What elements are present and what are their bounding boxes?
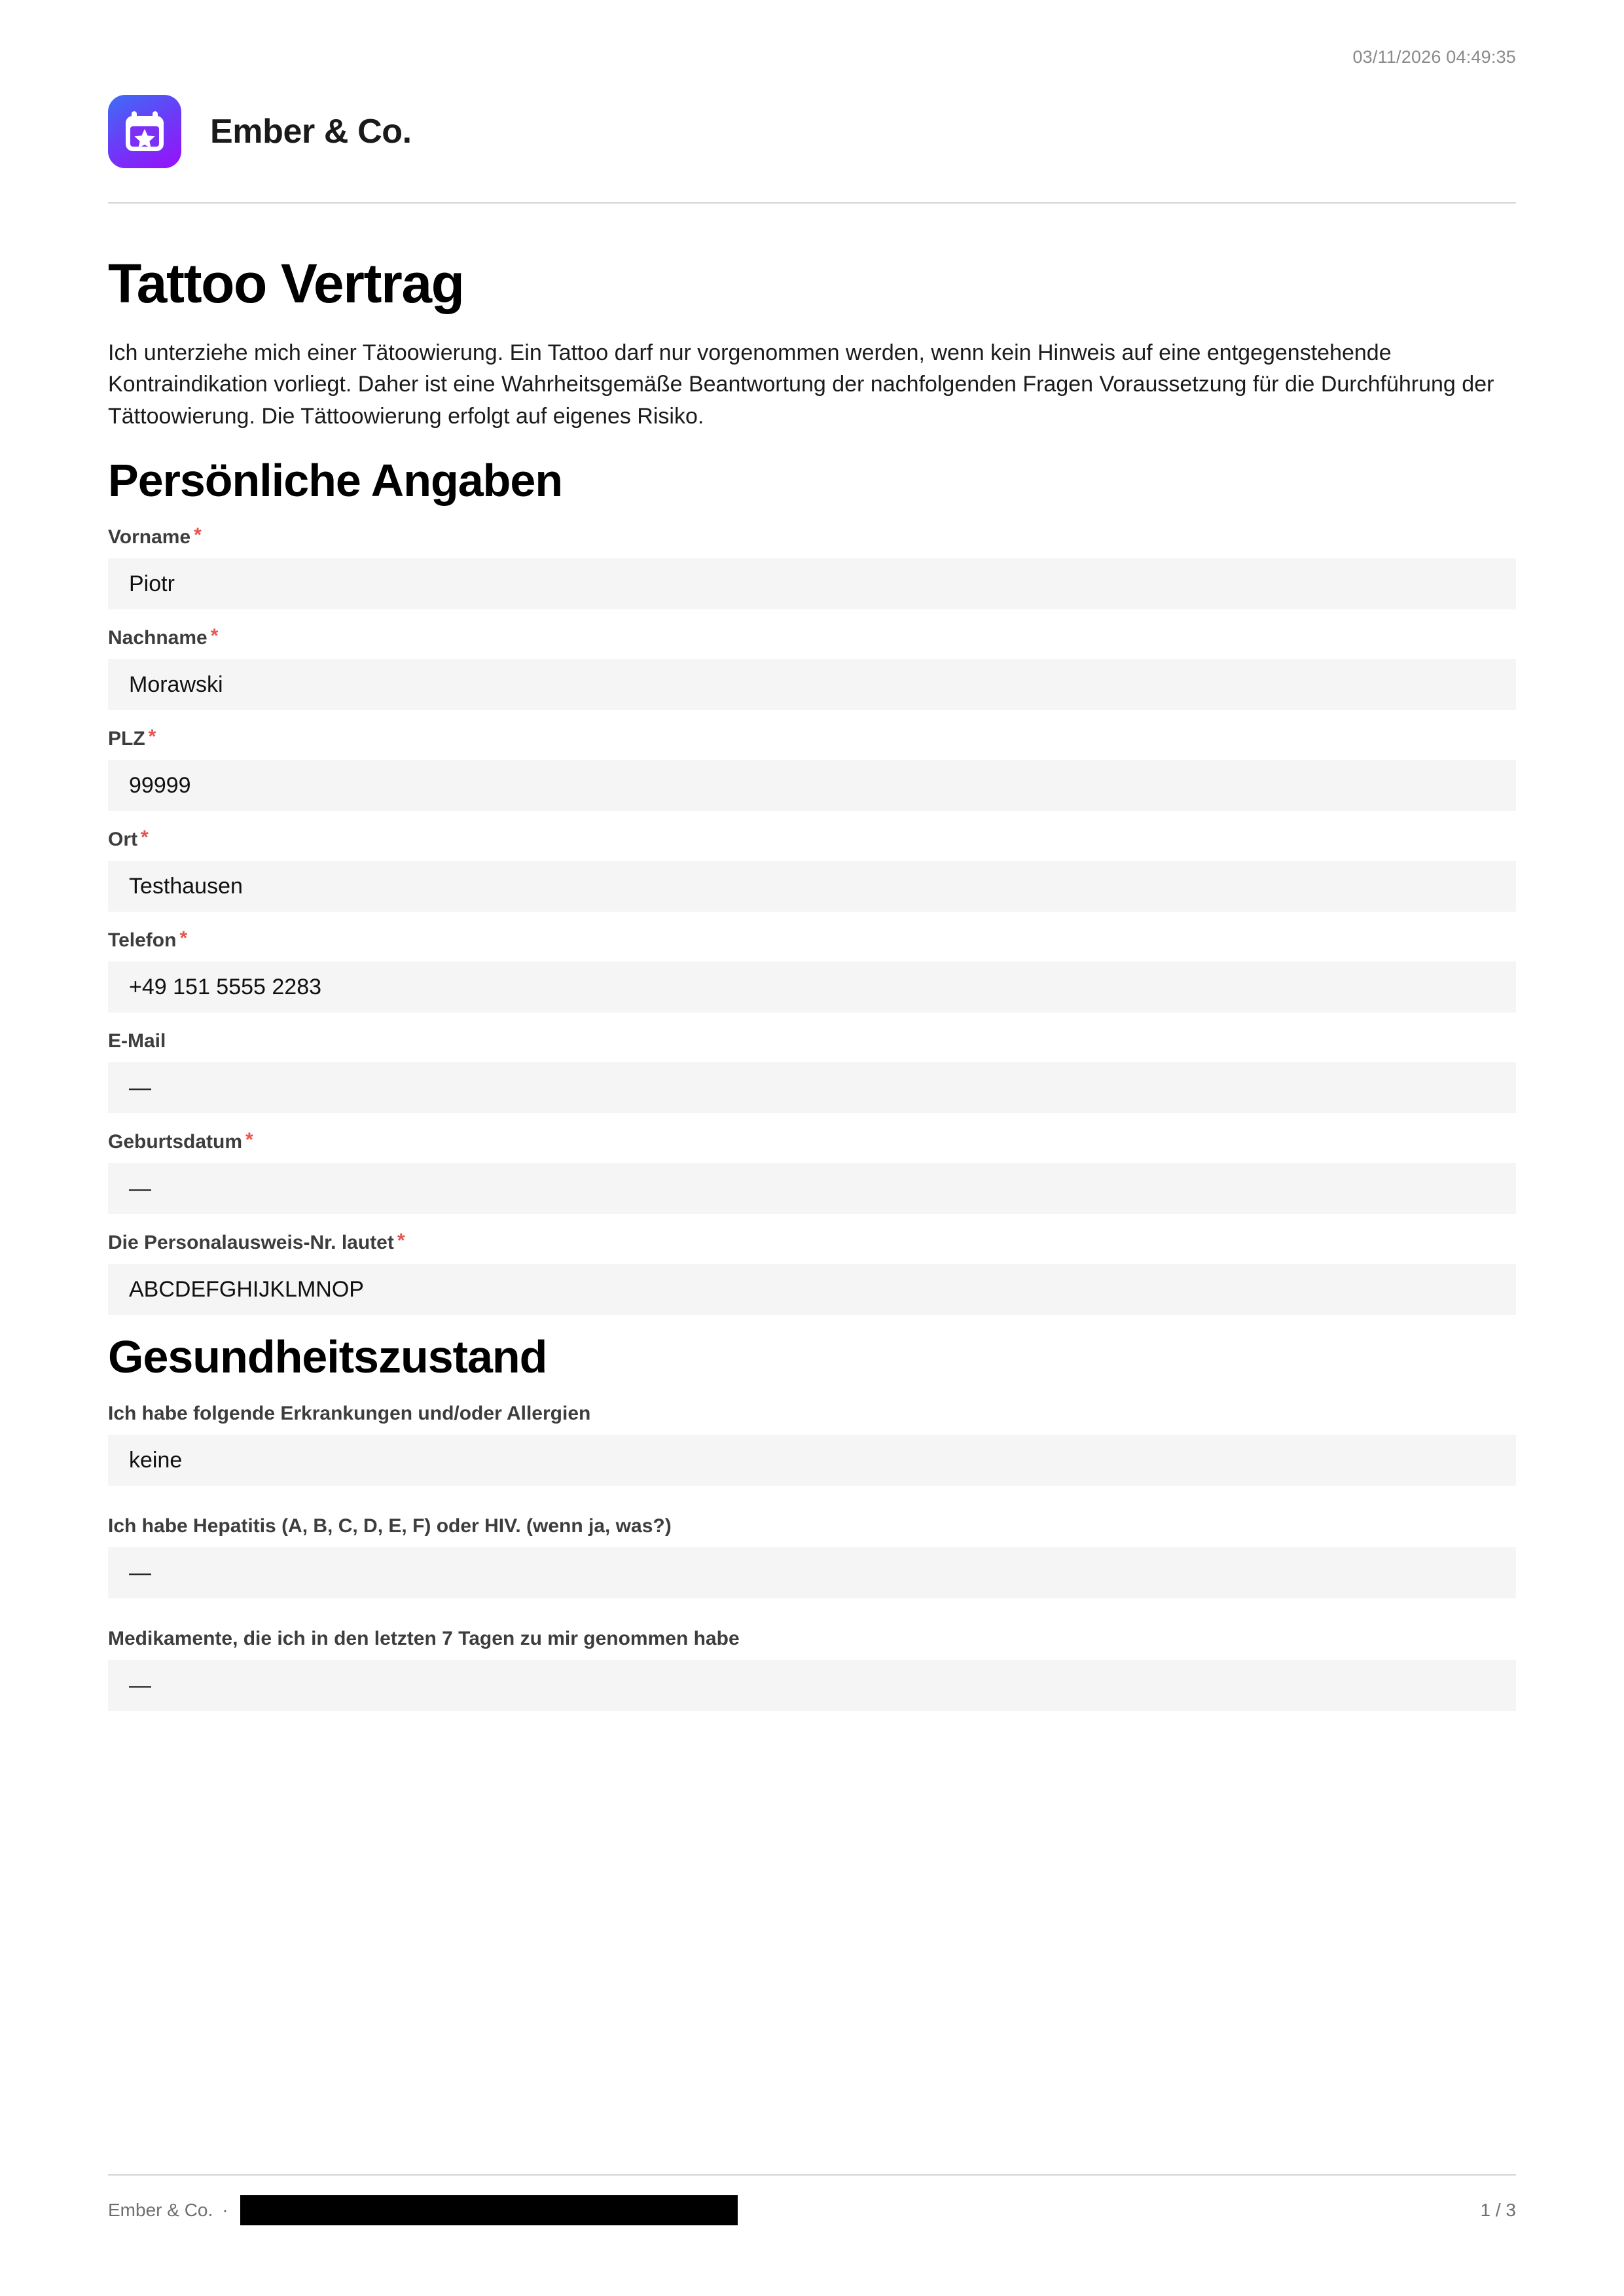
field-value: — bbox=[129, 1672, 151, 1698]
redaction-bar bbox=[240, 2195, 738, 2225]
required-marker: * bbox=[397, 1229, 405, 1251]
footer-divider bbox=[108, 2174, 1516, 2176]
required-marker: * bbox=[194, 524, 202, 546]
footer-separator: · bbox=[222, 2200, 228, 2220]
field-value: +49 151 5555 2283 bbox=[129, 974, 322, 999]
brand-header bbox=[108, 67, 1516, 202]
label-text: Die Personalausweis-Nr. lautet bbox=[108, 1231, 394, 1253]
field-label bbox=[108, 1627, 1516, 1651]
field-label bbox=[108, 1402, 1516, 1426]
field-value: — bbox=[129, 1175, 151, 1201]
field-value: Testhausen bbox=[129, 873, 243, 899]
geburtsdatum-input[interactable] bbox=[108, 1163, 1516, 1214]
section-heading-health: Gesundheitszustand bbox=[108, 1331, 547, 1382]
field-vorname bbox=[108, 526, 1516, 609]
field-label bbox=[108, 1231, 1516, 1255]
plz-input[interactable] bbox=[108, 760, 1516, 811]
field-label bbox=[108, 727, 1516, 751]
label-text: Medikamente, die ich in den letzten 7 Tagen zu mir genommen habe bbox=[108, 1627, 740, 1649]
required-marker: * bbox=[148, 725, 156, 747]
field-label bbox=[108, 1515, 1516, 1538]
header-divider bbox=[108, 202, 1516, 204]
field-hepatitis bbox=[108, 1515, 1516, 1598]
section-heading-personal: Persönliche Angaben bbox=[108, 454, 563, 506]
field-label bbox=[108, 929, 1516, 952]
label-text: PLZ bbox=[108, 727, 145, 749]
field-label bbox=[108, 828, 1516, 852]
ort-input[interactable] bbox=[108, 861, 1516, 912]
field-personalausweis bbox=[108, 1231, 1516, 1315]
field-label bbox=[108, 526, 1516, 549]
footer-brand-block bbox=[108, 2195, 738, 2225]
footer-brand-name: Ember & Co. bbox=[108, 2200, 213, 2220]
field-nachname bbox=[108, 626, 1516, 710]
field-value: keine bbox=[129, 1447, 183, 1473]
label-text: Geburtsdatum bbox=[108, 1130, 243, 1153]
page-footer bbox=[108, 2174, 1516, 2225]
field-email bbox=[108, 1030, 1516, 1113]
field-erkrankungen bbox=[108, 1402, 1516, 1486]
personalausweis-input[interactable] bbox=[108, 1264, 1516, 1315]
medikamente-input[interactable] bbox=[108, 1660, 1516, 1711]
required-marker: * bbox=[179, 927, 188, 949]
field-label bbox=[108, 1030, 1516, 1053]
field-value: ABCDEFGHIJKLMNOP bbox=[129, 1276, 364, 1302]
page-number: 1 / 3 bbox=[1480, 2200, 1516, 2220]
label-text: E-Mail bbox=[108, 1030, 166, 1052]
field-value: Morawski bbox=[129, 672, 223, 697]
erkrankungen-input[interactable] bbox=[108, 1435, 1516, 1486]
print-timestamp: 03/11/2026 04:49:35 bbox=[1352, 47, 1516, 67]
field-label bbox=[108, 626, 1516, 650]
brand-name: Ember & Co. bbox=[210, 113, 412, 151]
page-title: Tattoo Vertrag bbox=[108, 253, 464, 314]
footer-row bbox=[108, 2195, 1516, 2225]
required-marker: * bbox=[210, 624, 219, 647]
label-text: Vorname bbox=[108, 526, 191, 548]
field-geburtsdatum bbox=[108, 1130, 1516, 1214]
label-text: Ort bbox=[108, 828, 137, 850]
field-value: Piotr bbox=[129, 571, 175, 596]
label-text: Nachname bbox=[108, 626, 208, 649]
label-text: Telefon bbox=[108, 929, 177, 951]
field-ort bbox=[108, 828, 1516, 912]
hepatitis-input[interactable] bbox=[108, 1547, 1516, 1598]
field-value: 99999 bbox=[129, 772, 191, 798]
nachname-input[interactable] bbox=[108, 659, 1516, 710]
vorname-input[interactable] bbox=[108, 558, 1516, 609]
label-text: Ich habe Hepatitis (A, B, C, D, E, F) oder HIV. (wenn ja, was?) bbox=[108, 1515, 672, 1537]
field-value: — bbox=[129, 1560, 151, 1585]
field-value: — bbox=[129, 1075, 151, 1100]
field-plz bbox=[108, 727, 1516, 811]
required-marker: * bbox=[245, 1128, 253, 1151]
field-medikamente bbox=[108, 1627, 1516, 1711]
required-marker: * bbox=[141, 826, 149, 848]
calendar-star-icon bbox=[108, 95, 181, 168]
field-label bbox=[108, 1130, 1516, 1154]
field-telefon bbox=[108, 929, 1516, 1013]
label-text: Ich habe folgende Erkrankungen und/oder Allergien bbox=[108, 1402, 591, 1424]
intro-paragraph: Ich unterziehe mich einer Tätoowierung. Ein Tattoo darf nur vorgenommen werden, wenn kein Hinweis auf eine entgegenstehende Kontraindikation vorliegt. Daher ist eine Wahrheitsgemäße Beantwortung der nachfolgenden Fragen Voraussetzung für die Durchführung der Tättoowierung. Die Tättoowierung erfolgt auf eigenes Risiko. bbox=[108, 340, 1494, 429]
telefon-input[interactable] bbox=[108, 961, 1516, 1013]
email-input[interactable] bbox=[108, 1062, 1516, 1113]
